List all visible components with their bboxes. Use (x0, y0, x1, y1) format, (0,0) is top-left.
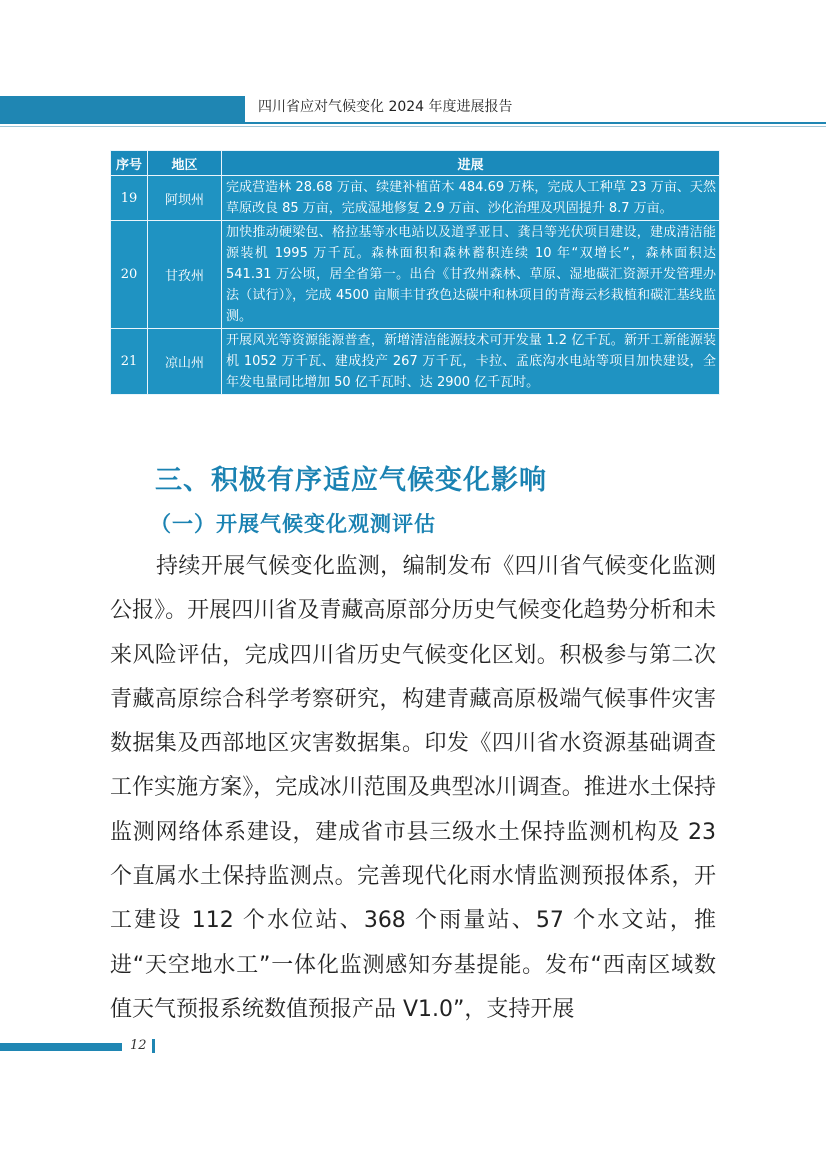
column-header-no: 序号 (111, 151, 148, 176)
section-heading: 三、积极有序适应气候变化影响 (155, 465, 547, 496)
table-header-row (111, 151, 720, 176)
column-header-progress: 进展 (222, 151, 720, 176)
header-rule (245, 122, 826, 124)
table-row (111, 176, 720, 221)
row-progress: 完成营造林 28.68 万亩、续建补植苗木 484.69 万株，完成人工种草 23 万亩、天然草原改良 85 万亩，完成湿地修复 2.9 万亩、沙化治理及巩固提升 8.7 万亩。 (222, 176, 720, 221)
row-area: 凉山州 (148, 329, 222, 395)
row-number: 20 (111, 221, 148, 329)
row-area: 甘孜州 (148, 221, 222, 329)
row-progress: 开展风光等资源能源普查，新增清洁能源技术可开发量 1.2 亿千瓦。新开工新能源装机 1052 万千瓦、建成投产 267 万千瓦，卡拉、孟底沟水电站等项目加快建设，全年发电量同比增加 50 亿千瓦时、达 2900 亿千瓦时。 (222, 329, 720, 395)
page-number: 12 (130, 1038, 147, 1053)
row-number: 19 (111, 176, 148, 221)
regional-progress-table (110, 150, 720, 395)
row-number: 21 (111, 329, 148, 395)
row-progress: 加快推动硬梁包、格拉基等水电站以及道孚亚日、龚吕等光伏项目建设，建成清洁能源装机 1995 万千瓦。森林面积和森林蓄积连续 10 年“双增长”，森林面积达 541.31 万公顷，居全省第一。出台《甘孜州森林、草原、湿地碳汇资源开发管理办法（试行）》，完成 4500 亩顺丰甘孜色达碳中和林项目的青海云杉栽植和碳汇基线监测。 (222, 221, 720, 329)
column-header-area: 地区 (148, 151, 222, 176)
header-thin-rule (0, 126, 826, 127)
table-row (111, 329, 720, 395)
footer-accent-bar (0, 1043, 122, 1051)
running-header-title: 四川省应对气候变化 2024 年度进展报告 (258, 99, 513, 115)
body-paragraph: 持续开展气候变化监测，编制发布《四川省气候变化监测公报》。开展四川省及青藏高原部分历史气候变化趋势分析和未来风险评估，完成四川省历史气候变化区划。积极参与第二次青藏高原综合科学考察研究，构建青藏高原极端气候事件灾害数据集及西部地区灾害数据集。印发《四川省水资源基础调查工作实施方案》，完成冰川范围及典型冰川调查。推进水土保持监测网络体系建设，建成省市县三级水土保持监测机构及 23 个直属水土保持监测点。完善现代化雨水情监测预报体系，开工建设 112 个水位站、368 个雨量站、57 个水文站，推进“天空地水工”一体化监测感知夯基提能。发布“西南区域数值天气预报系统数值预报产品 V1.0”，支持开展 (110, 554, 716, 1022)
footer-tick-mark (152, 1039, 155, 1053)
subsection-heading: （一）开展气候变化观测评估 (150, 512, 436, 536)
header-accent-bar (0, 96, 245, 124)
row-area: 阿坝州 (148, 176, 222, 221)
table-row (111, 221, 720, 329)
